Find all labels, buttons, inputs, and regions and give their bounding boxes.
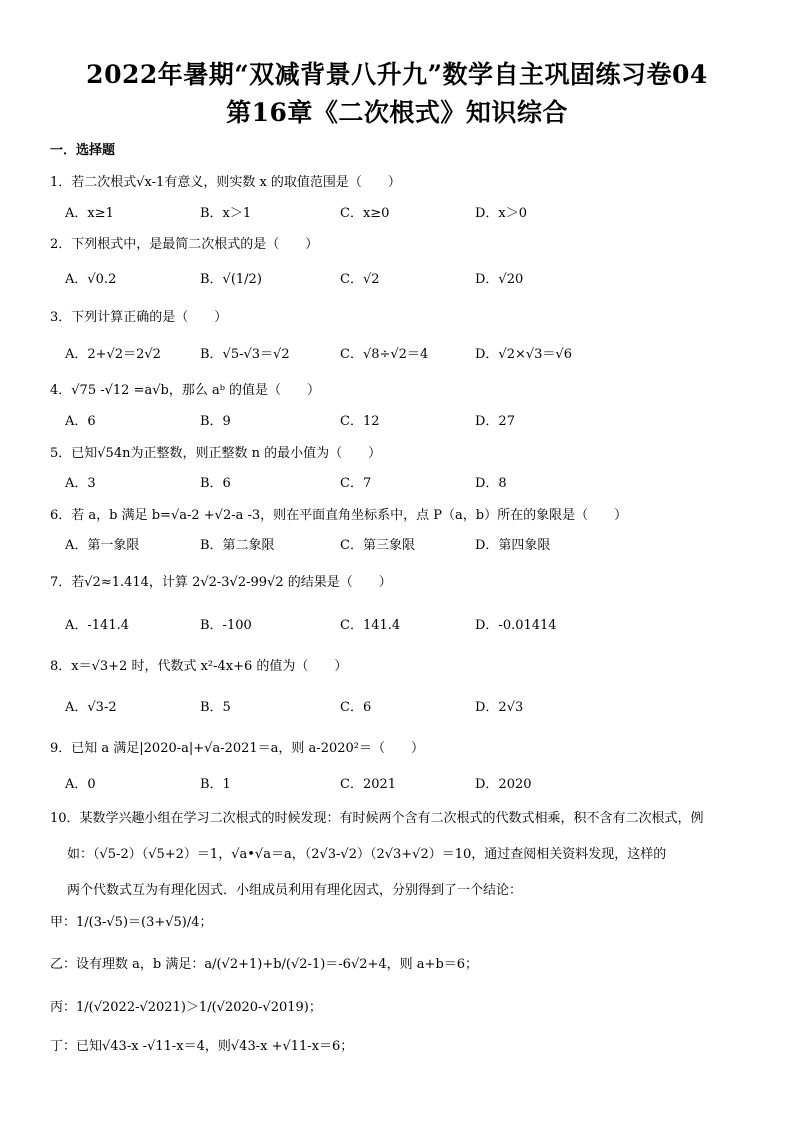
question-2-option-c: C．√2 xyxy=(340,272,380,287)
question-1-option-d: D．x＞0 xyxy=(475,206,528,221)
question-3-option-d: D．√2×√3＝√6 xyxy=(475,347,572,362)
question-5-option-d: D．8 xyxy=(475,476,507,491)
question-10-line-3: 两个代数式互为有理化因式．小组成员利用有理化因式，分别得到了一个结论： xyxy=(67,883,523,898)
question-10-conclusion-jia: 甲：1/(3-√5)＝(3+√5)/4； xyxy=(50,915,213,930)
question-10-line-1: 10．某数学兴趣小组在学习二次根式的时候发现：有时候两个含有二次根式的代数式相乘，积不含有二次根式，例 xyxy=(50,811,704,826)
question-3-stem: 3．下列计算正确的是（ ） xyxy=(50,310,228,325)
section-heading: 一．选择题 xyxy=(50,143,116,158)
question-3-option-c: C．√8÷√2＝4 xyxy=(340,347,429,362)
question-8-option-d: D．2√3 xyxy=(475,700,524,715)
question-7-option-b: B．-100 xyxy=(200,618,252,633)
question-4-option-d: D．27 xyxy=(475,414,515,429)
question-6-option-a: A．第一象限 xyxy=(65,538,140,553)
question-8-option-c: C．6 xyxy=(340,700,372,715)
question-1-stem: 1．若二次根式√x-1有意义，则实数 x 的取值范围是（ ） xyxy=(50,175,401,190)
question-8-option-b: B．5 xyxy=(200,700,231,715)
question-10-conclusion-ding: 丁：已知√43-x -√11-x＝4，则√43-x +√11-x＝6； xyxy=(50,1039,354,1054)
question-8-stem: 8．x＝√3+2 时，代数式 x²-4x+6 的值为（ ） xyxy=(50,659,348,674)
question-10-conclusion-bing: 丙：1/(√2022-√2021)＞1/(√2020-√2019)； xyxy=(50,1000,322,1015)
question-3-option-a: A．2+√2＝2√2 xyxy=(65,347,161,362)
question-6-option-d: D．第四象限 xyxy=(475,538,551,553)
document-subtitle: 第16章《二次根式》知识综合 xyxy=(226,98,568,127)
question-2-stem: 2．下列根式中，是最简二次根式的是（ ） xyxy=(50,237,319,252)
question-7-option-c: C．141.4 xyxy=(340,618,401,633)
question-6-option-c: C．第三象限 xyxy=(340,538,415,553)
document-title: 2022年暑期“双减背景八升九”数学自主巩固练习卷04 xyxy=(86,60,708,89)
question-7-stem: 7．若√2≈1.414，计算 2√2-3√2-99√2 的结果是（ ） xyxy=(50,575,392,590)
question-8-option-a: A．√3-2 xyxy=(65,700,117,715)
question-5-option-a: A．3 xyxy=(65,476,96,491)
question-7-option-a: A．-141.4 xyxy=(65,618,129,633)
question-3-option-b: B．√5-√3＝√2 xyxy=(200,347,290,362)
question-2-option-a: A．√0.2 xyxy=(65,272,117,287)
question-2-option-d: D．√20 xyxy=(475,272,524,287)
question-9-option-d: D．2020 xyxy=(475,777,532,792)
question-9-option-a: A．0 xyxy=(65,777,96,792)
question-5-option-c: C．7 xyxy=(340,476,372,491)
question-4-option-b: B．9 xyxy=(200,414,231,429)
question-6-option-b: B．第二象限 xyxy=(200,538,275,553)
question-4-stem: 4．√75 -√12 =a√b，那么 aᵇ 的值是（ ） xyxy=(50,383,321,398)
question-9-option-b: B．1 xyxy=(200,777,231,792)
question-1-option-c: C．x≥0 xyxy=(340,206,390,221)
question-10-conclusion-yi: 乙：设有理数 a，b 满足：a/(√2+1)+b/(√2-1)＝-6√2+4，则 a+b＝6； xyxy=(50,957,479,972)
question-1-option-a: A．x≥1 xyxy=(65,206,114,221)
question-5-option-b: B．6 xyxy=(200,476,231,491)
question-4-option-c: C．12 xyxy=(340,414,380,429)
question-4-option-a: A．6 xyxy=(65,414,96,429)
question-6-stem: 6．若 a，b 满足 b=√a-2 +√2-a -3，则在平面直角坐标系中，点 P（a，b）所在的象限是（ ） xyxy=(50,508,628,523)
question-1-option-b: B．x＞1 xyxy=(200,206,252,221)
question-5-stem: 5．已知√54n为正整数，则正整数 n 的最小值为（ ） xyxy=(50,446,382,461)
question-2-option-b: B．√(1/2) xyxy=(200,272,262,287)
question-7-option-d: D．-0.01414 xyxy=(475,618,557,633)
question-9-stem: 9．已知 a 满足|2020-a|+√a-2021＝a，则 a-2020²＝（ ） xyxy=(50,741,424,756)
question-10-line-2: 如：（√5-2）（√5+2）＝1，√a•√a＝a，（2√3-√2）（2√3+√2）＝10，通过查阅相关资料发现，这样的 xyxy=(67,847,667,862)
question-9-option-c: C．2021 xyxy=(340,777,397,792)
